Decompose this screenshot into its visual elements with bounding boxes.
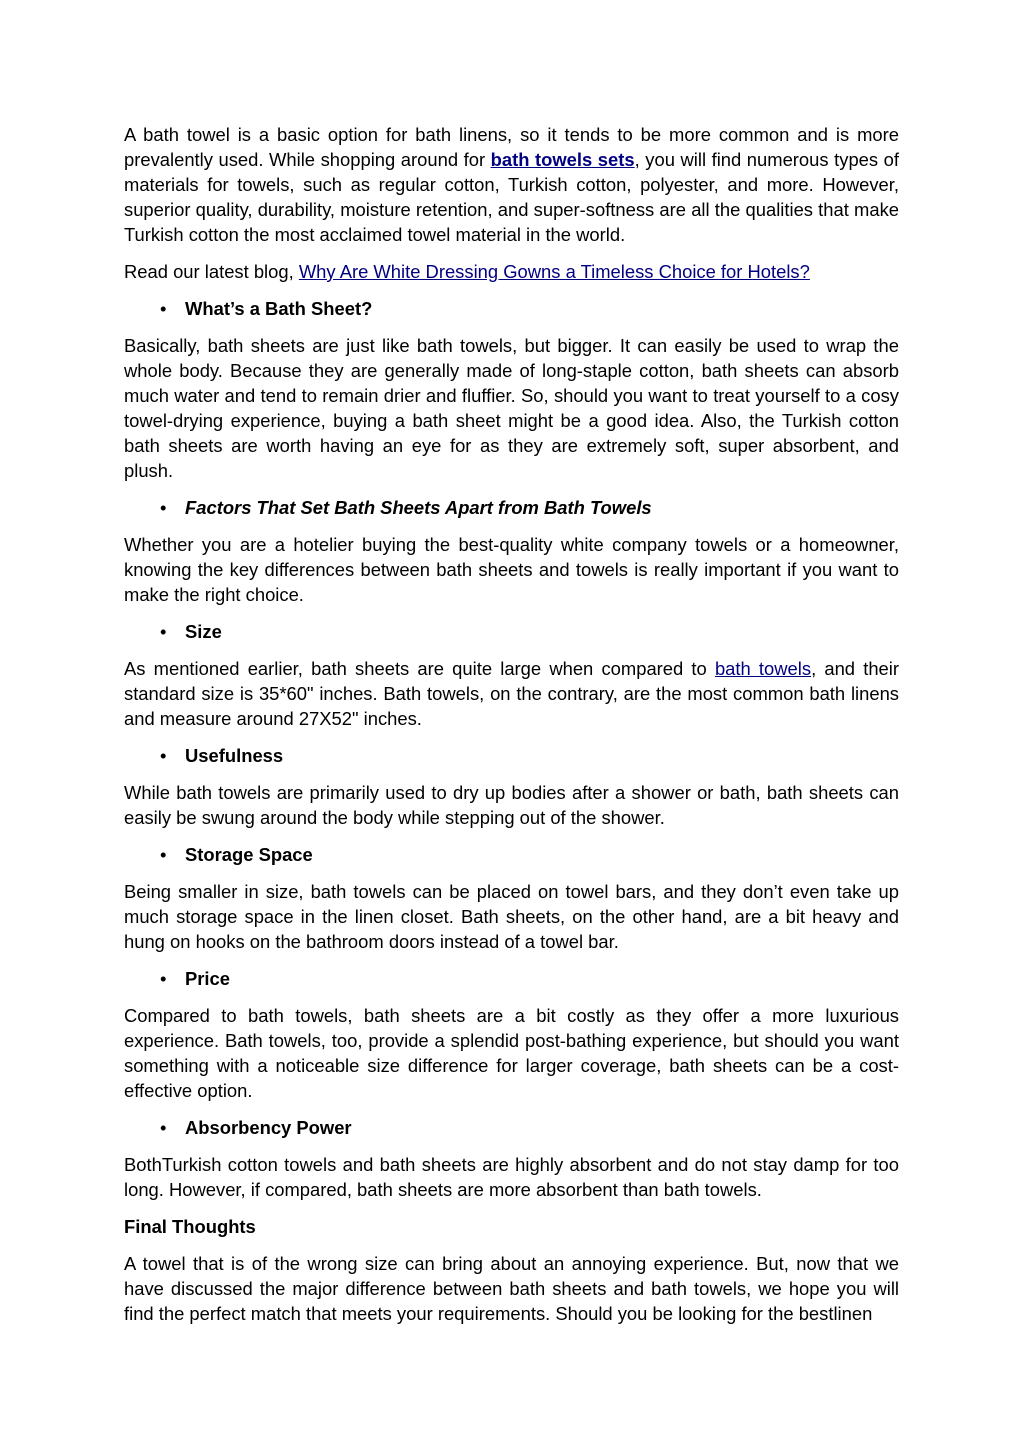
price-paragraph: Compared to bath towels, bath sheets are a bit costly as they offer a more luxurious experience. Bath towels, too, provide a splendid post-bathing experience, but should you want something with a noticeable size difference for larger coverage, bath sheets can be a cost-effective option. <box>124 1005 899 1101</box>
size-text-2: , and their standard size is 35*60" inches. Bath towels, on the contrary, are the most common bath linens and measure around 27X52" inches. <box>124 658 899 729</box>
bullet-size <box>124 619 899 644</box>
storage-paragraph: Being smaller in size, bath towels can be placed on towel bars, and they don’t even take up much storage space in the linen closet. Bath sheets, on the other hand, are a bit heavy and hung on hooks on the bathroom doors instead of a towel bar. <box>124 881 899 952</box>
section-heading: Usefulness <box>185 745 284 766</box>
document-page <box>124 122 899 1326</box>
section-heading: Storage Space <box>185 844 313 865</box>
intro-paragraph <box>124 122 899 247</box>
bullet-icon: • <box>160 844 167 865</box>
blog-prefix: Read our latest blog, <box>124 261 299 282</box>
bullet-bath-sheet <box>124 296 899 321</box>
bullet-storage <box>124 842 899 867</box>
bullet-icon: • <box>160 1117 167 1138</box>
bullet-factors <box>124 495 899 520</box>
intro-text-1: A bath towel is a basic option for bath linens, so it tends to be more common and is more prevalently used. While shopping around for <box>124 124 899 170</box>
bullet-icon: • <box>160 968 167 989</box>
bullet-icon: • <box>160 745 167 766</box>
bullet-price <box>124 966 899 991</box>
blog-link[interactable]: Why Are White Dressing Gowns a Timeless Choice for Hotels? <box>298 261 810 282</box>
absorbency-paragraph: BothTurkish cotton towels and bath sheets are highly absorbent and do not stay damp for too long. However, if compared, bath sheets are more absorbent than bath towels. <box>124 1154 899 1200</box>
bath-sheet-paragraph: Basically, bath sheets are just like bath towels, but bigger. It can easily be used to wrap the whole body. Because they are generally made of long-staple cotton, bath sheets can absorb much water and tend to remain drier and fluffier. So, should you want to treat yourself to a cosy towel-drying experience, buying a bath sheet might be a good idea. Also, the Turkish cotton bath sheets are worth having an eye for as they are extremely soft, super absorbent, and plush. <box>124 335 899 481</box>
section-heading: What’s a Bath Sheet? <box>185 298 373 319</box>
size-text-1: As mentioned earlier, bath sheets are quite large when compared to <box>124 658 715 679</box>
bullet-icon: • <box>160 497 167 518</box>
usefulness-paragraph: While bath towels are primarily used to dry up bodies after a shower or bath, bath sheets can easily be swung around the body while stepping out of the shower. <box>124 782 899 828</box>
bullet-icon: • <box>160 298 167 319</box>
section-heading: Size <box>185 621 222 642</box>
bullet-absorbency <box>124 1115 899 1140</box>
final-thoughts-paragraph: A towel that is of the wrong size can bring about an annoying experience. But, now that we have discussed the major difference between bath sheets and bath towels, we hope you will find the perfect match that meets your requirements. Should you be looking for the bestlinen <box>124 1253 899 1324</box>
size-paragraph <box>124 656 899 731</box>
bath-towels-sets-link[interactable]: bath towels sets <box>490 149 635 170</box>
intro-text-2: , you will find numerous types of materials for towels, such as regular cotton, Turkish cotton, polyester, and more. However, superior quality, durability, moisture retention, and super-softness are all the qualities that make Turkish cotton the most acclaimed towel material in the world. <box>124 149 899 245</box>
final-thoughts-heading: Final Thoughts <box>124 1216 256 1237</box>
section-heading: Price <box>185 968 230 989</box>
blog-paragraph <box>124 259 899 284</box>
bullet-icon: • <box>160 621 167 642</box>
section-heading: Factors That Set Bath Sheets Apart from Bath Towels <box>185 497 652 518</box>
factors-paragraph: Whether you are a hotelier buying the best-quality white company towels or a homeowner, knowing the key differences between bath sheets and towels is really important if you want to make the right choice. <box>124 534 899 605</box>
bullet-usefulness <box>124 743 899 768</box>
bath-towels-link[interactable]: bath towels <box>714 658 812 679</box>
section-heading: Absorbency Power <box>185 1117 352 1138</box>
